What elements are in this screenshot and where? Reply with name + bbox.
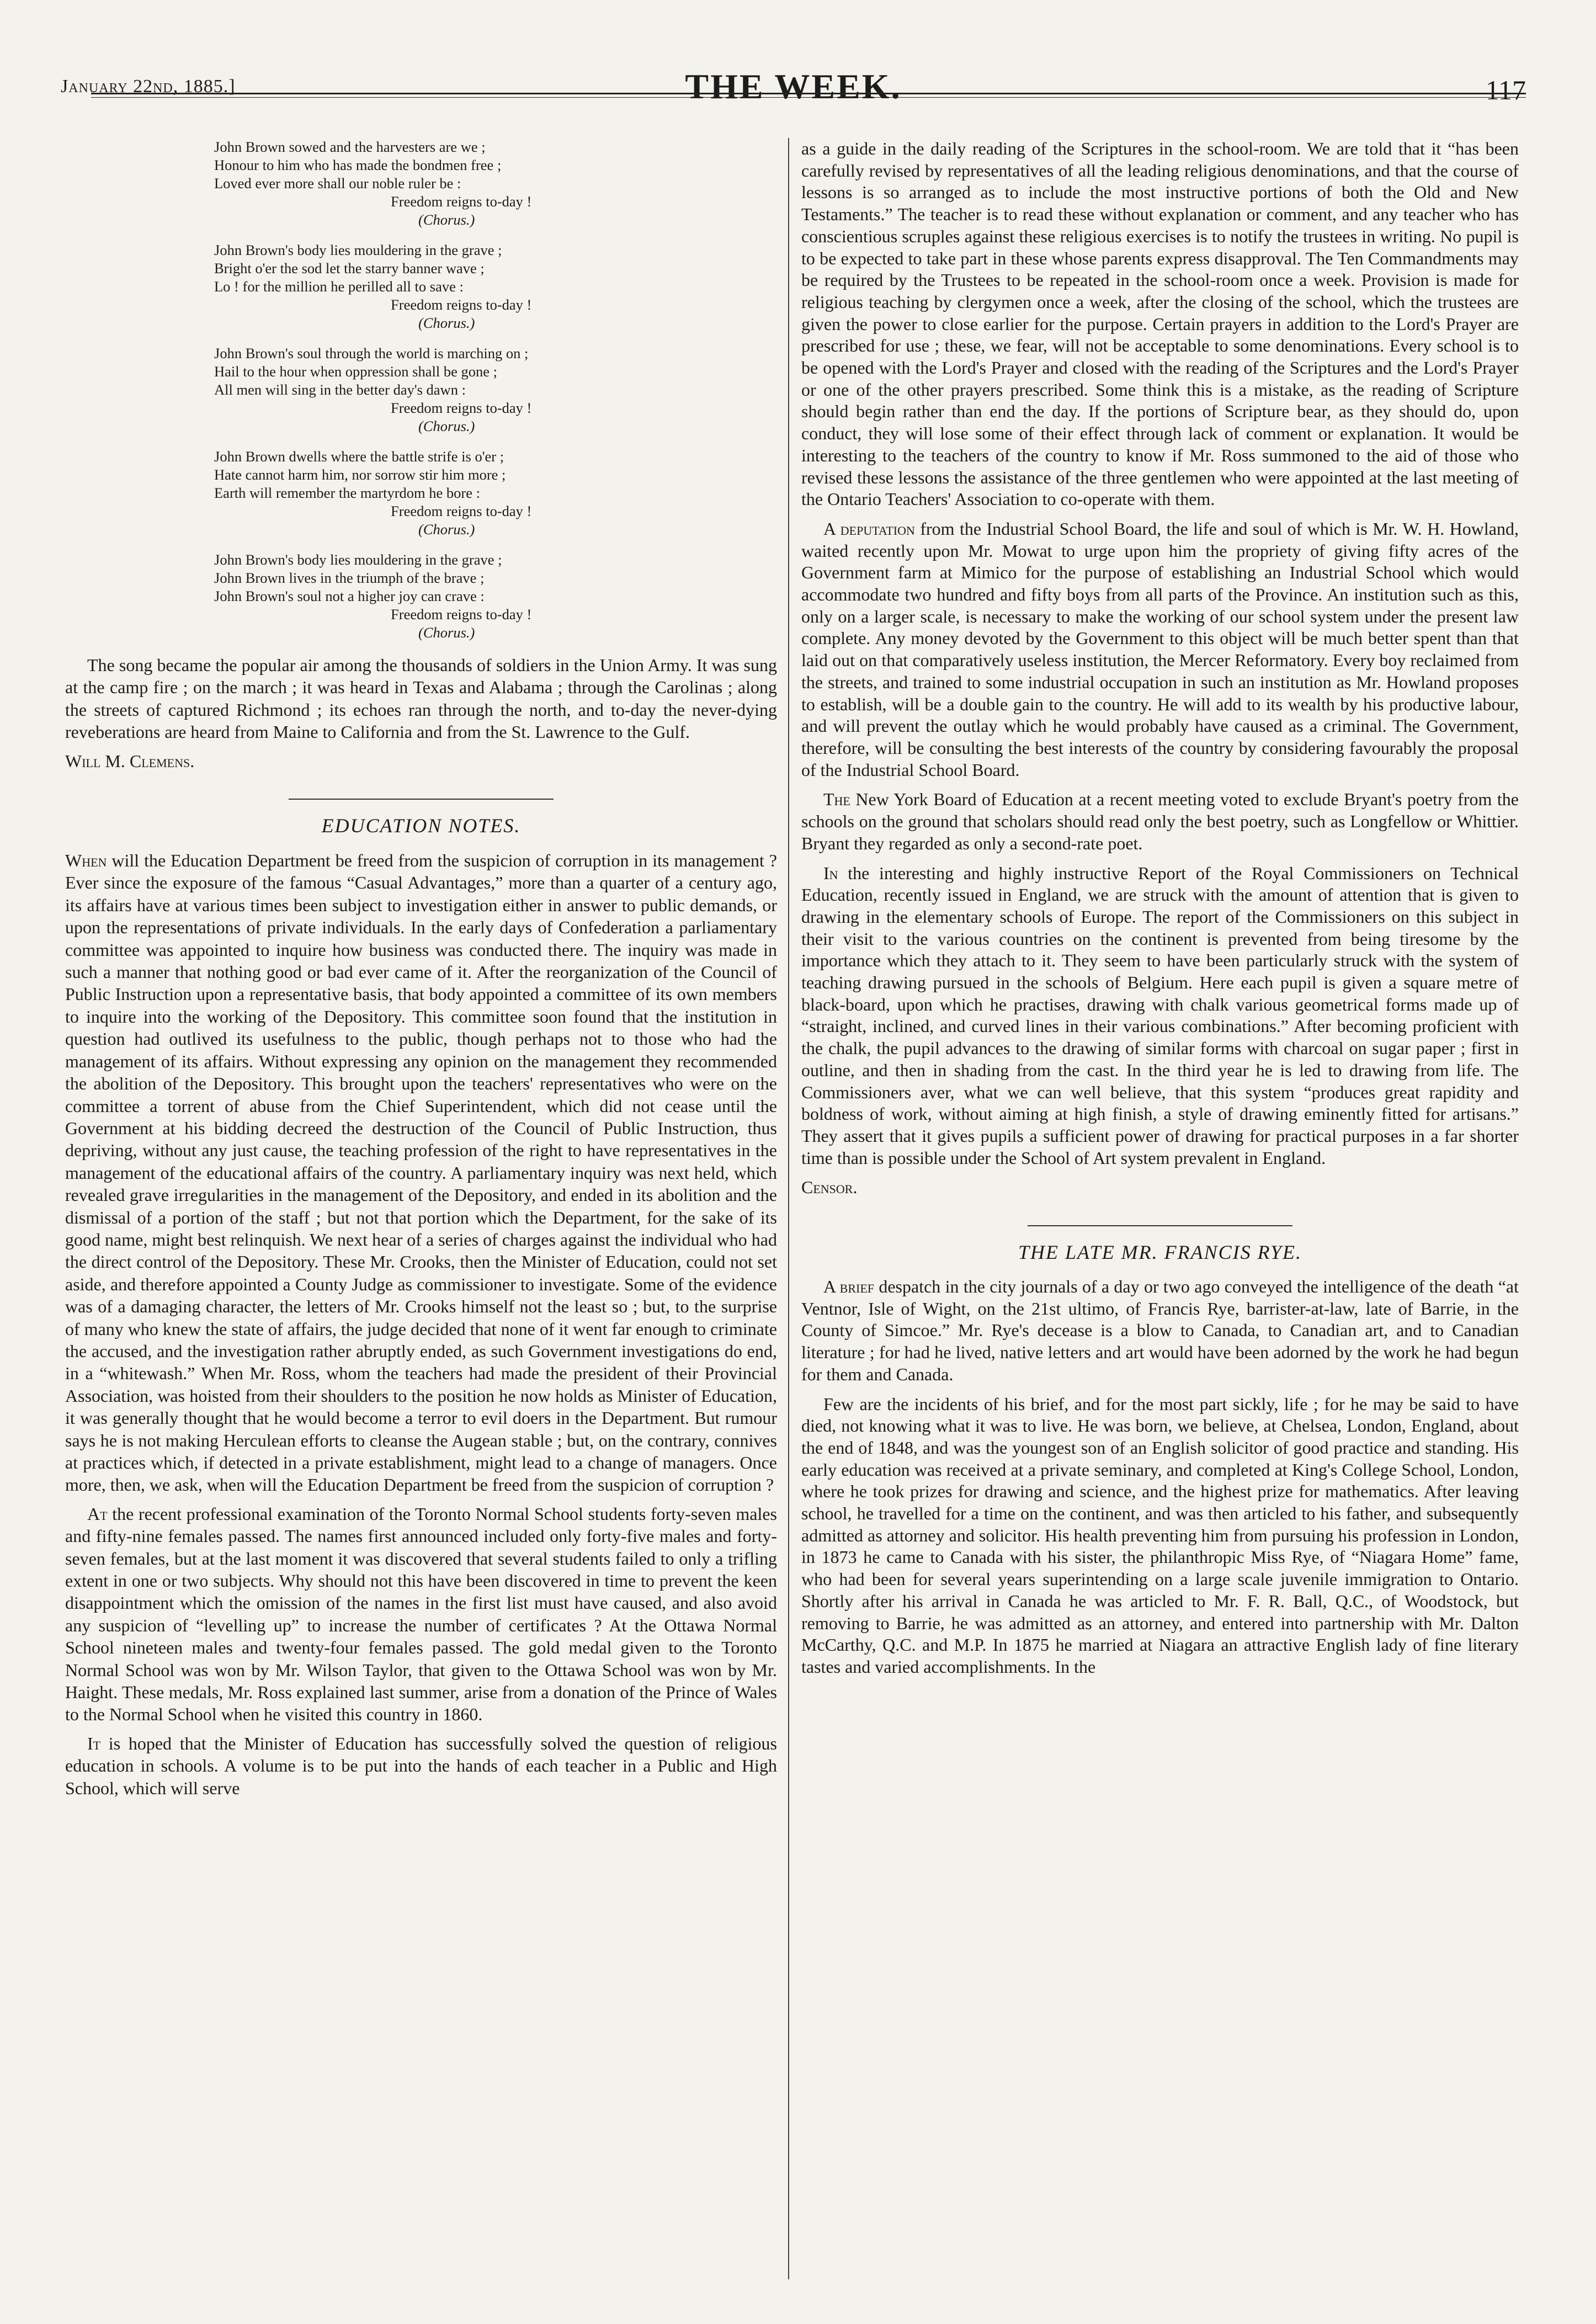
education-paragraph: [801, 789, 1519, 854]
song-paragraph: The song became the popular air among the thousands of soldiers in the Union Army. It was sung at the camp fire ; on the march ; it was heard in Texas and Alabama ; through the Carolinas ; along the streets of captured Richmond ; its echoes ran through the north, and to-day the never-dying reveberations are heard from Maine to California and from the St. Lawrence to the Gulf.: [65, 655, 777, 742]
poem-line: John Brown sowed and the harvesters are we ;: [214, 139, 486, 155]
paragraph-text: will the Education Department be freed from the suspicion of corruption in its management ? Ever since the exposure of the famous “Casual Advantages,” more than a quarter of a century ago, its affairs have at various times been subject to investigation either in answer to public demands, or upon the representations of private individuals. In the early days of Confederation a parliamentary committee was appointed to inquire how business was conducted there. The inquiry was made in such a manner that nothing good or bad ever came of it. After the reorganization of the Council of Public Instruction upon a representative basis, that body appointed a committee of its own members to inquire into the working of the Depository. This committee soon found that the institution in question had outlived its usefulness to the public, though perhaps not to those who had the management of its affairs. Without expressing any opinion on the management they recommended the abolition of the Depository. This brought upon the teachers' representatives who were on the committee a torrent of abuse from the Chief Superintendent, which did not cease until the Government at his bidding decreed the destruction of the Council of Public Instruction, thus depriving, without any just cause, the teaching profession of the right to have representatives in the management of the educational affairs of the country. A parliamentary inquiry was next held, which revealed grave irregularities in the management of the Depository, and ended in its abolition and the dismissal of a portion of the staff ; but not that portion which the Department, for the sake of its good name, might best relinquish. We next hear of a series of charges against the individual who had the direct control of the Depository. These Mr. Crooks, then the Minister of Education, could not set aside, and therefore appointed a County Judge as commissioner to investigate. Some of the evidence was of a damaging character, the letters of Mr. Crooks himself not the least so ; but, to the surprise of many who knew the state of affairs, the judge decided that none of it went far enough to criminate the accused, and the investigation rather abruptly ended, as such Government investigations do end, in a “whitewash.” When Mr. Ross, whom the teachers had made the president of their Provincial Association, was hoisted from their shoulders to the position he now holds as Minister of Education, it was generally thought that he would become a terror to evil doers in the Department. But rumour says he is not making Herculean efforts to cleanse the Augean stable ; but, on the contrary, connives at practices which, if detected in a private establishment, might lead to a change of managers. Once more, then, we ask, when will the Education Department be freed from the suspicion of corruption ?: [65, 850, 777, 1495]
education-paragraph: [801, 518, 1519, 781]
page-header: [61, 66, 1526, 110]
poem-stanza: [214, 344, 777, 435]
lead-word: When: [65, 850, 107, 871]
section-divider: [1028, 1225, 1292, 1226]
poem-line: All men will sing in the better day's dawn :: [214, 381, 466, 398]
poem-refrain: Freedom reigns to-day !: [391, 606, 532, 623]
right-column: [801, 138, 1519, 1686]
lead-word: A deputation: [823, 518, 915, 539]
education-paragraph: [65, 1732, 777, 1799]
education-signature: Censor.: [801, 1177, 858, 1198]
lead-word: In: [823, 863, 838, 883]
education-notes-title: EDUCATION NOTES.: [321, 815, 521, 837]
poem-stanza: [214, 138, 777, 229]
poem-line: John Brown lives in the triumph of the brave ;: [214, 570, 485, 586]
poem-chorus: (Chorus.): [418, 418, 475, 434]
education-paragraph: [65, 1503, 777, 1726]
section-divider: [289, 799, 554, 800]
lead-word: At: [87, 1503, 108, 1524]
header-rule-thin: [91, 97, 1526, 98]
poem-line: John Brown's soul through the world is marching on ;: [214, 345, 529, 361]
poem-refrain: Freedom reigns to-day !: [391, 503, 532, 519]
paragraph-text: despatch in the city journals of a day or two ago conveyed the intelligence of the death “at Ventnor, Isle of Wight, on the 21st ultimo, of Francis Rye, barrister-at-law, late of Barrie, in the County of Simcoe.” Mr. Rye's decease is a blow to Canada, to Canadian art, and to Canadian literature ; for had he lived, native letters and art would have been adorned by the work he had begun for them and Canada.: [801, 1277, 1519, 1384]
poem-line: Honour to him who has made the bondmen free ;: [214, 157, 502, 173]
poem-refrain: Freedom reigns to-day !: [391, 400, 532, 416]
rye-paragraph: Few are the incidents of his brief, and for the most part sickly, life ; for he may be said to have died, not knowing what it was to live. He was born, we believe, at Chelsea, London, England, about the end of 1848, and was the youngest son of an English solicitor of good practice and standing. His early education was received at a private seminary, and completed at King's College School, London, where he took prizes for drawing and science, and the highest prize for mathematics. After leaving school, he travelled for a time on the continent, and was then articled to his father, and subsequently admitted as attorney and solicitor. His health preventing him from pursuing his profession in London, in 1873 he came to Canada with his sister, the philanthropic Miss Rye, of “Niagara Home” fame, who had been for several years superintending on a large scale juvenile immigration to Ontario. Shortly after his arrival in Canada he was articled to Mr. F. R. Ball, Q.C., of Woodstock, but removing to Barrie, he was admitted as an attorney, and entered into partnership with Mr. Dalton McCarthy, Q.C. and M.P. In 1875 he married at Niagara an attractive English lady of fine literary tastes and varied accomplishments. In the: [801, 1394, 1519, 1677]
column-separator: [788, 138, 789, 2279]
poem-line: John Brown's soul not a higher joy can crave :: [214, 588, 485, 604]
paragraph-text: New York Board of Education at a recent meeting voted to exclude Bryant's poetry from the schools on the ground that scholars should read only the best poetry, such as Longfellow or Whittier. Bryant they regarded as only a second-rate poet.: [801, 789, 1519, 853]
song-signature: Will M. Clemens.: [65, 751, 195, 771]
poem-line: Loved ever more shall our noble ruler be :: [214, 175, 461, 192]
poem-stanza: [214, 551, 777, 642]
lead-word: It: [87, 1733, 101, 1753]
poem-line: Bright o'er the sod let the starry banner wave ;: [214, 260, 485, 276]
paragraph-text: is hoped that the Minister of Education has successfully solved the question of religious education in schools. A volume is to be put into the hands of each teacher in a Public and High School, which will serve: [65, 1733, 777, 1798]
rye-paragraph: [801, 1276, 1519, 1386]
education-paragraph: [65, 849, 777, 1496]
francis-rye-title: THE LATE MR. FRANCIS RYE.: [1018, 1241, 1302, 1264]
poem-line: Earth will remember the martyrdom he bore :: [214, 485, 480, 501]
poem-stanza: [214, 241, 777, 332]
lead-word: A brief: [823, 1277, 875, 1297]
poem-refrain: Freedom reigns to-day !: [391, 296, 532, 313]
poem: [65, 138, 777, 642]
paragraph-text: from the Industrial School Board, the life and soul of which is Mr. W. H. Howland, waited recently upon Mr. Mowat to urge upon him the propriety of giving fifty acres of the Government farm at Mimico for the purpose of establishing an Industrial School which would accommodate two hundred and fifty boys from all parts of the Province. An institution such as this, only on a larger scale, is necessary to make the working of our school system under the present law complete. Any money devoted by the Government to this object will be much better spent than that laid out on that comparatively useless institution, the Mercer Reformatory. Every boy reclaimed from the streets, and trained to some industrial occupation in such an institution as Mr. Howland proposes to establish, will be a double gain to the country. He will add to its wealth by his productive labour, and will prevent the outlay which he would probably have caused as a criminal. The Government, therefore, will be consulting the best interests of the country by considering favourably the proposal of the Industrial School Board.: [801, 518, 1519, 780]
poem-line: John Brown dwells where the battle strife is o'er ;: [214, 448, 504, 465]
paragraph-text: the recent professional examination of the Toronto Normal School students forty-seven males and fifty-nine females passed. The names first announced included only forty-five males and forty-seven females, but at the last moment it was discovered that several students failed to only a trifling extent in one or two subjects. Why should not this have been discovered in time to prevent the keen disappointment which the omission of the names in the first list must have caused, and also avoid any suspicion of “levelling up” to increase the number of certificates ? At the Ottawa Normal School nineteen males and twenty-four females passed. The gold medal given to the Toronto Normal School was won by Mr. Wilson Taylor, that given to the Ottawa School was won by Mr. Haight. These medals, Mr. Ross explained last summer, arise from a donation of the Prince of Wales to the Normal School when he visited this country in 1860.: [65, 1503, 777, 1725]
poem-chorus: (Chorus.): [418, 315, 475, 331]
education-paragraph: [801, 863, 1519, 1169]
poem-line: Hail to the hour when oppression shall be gone ;: [214, 363, 497, 380]
left-column: [65, 138, 777, 1806]
poem-refrain: Freedom reigns to-day !: [391, 193, 532, 210]
paragraph-text: the interesting and highly instructive Report of the Royal Commissioners on Technical Education, recently issued in England, we are struck with the amount of attention that is given to drawing in the elementary schools of Europe. The report of the Commissioners on this subject in their visit to the various countries on the continent is prevented from being tiresome by the importance which they attach to it. They seem to have been particularly struck with the system of teaching drawing pursued in the schools of Belgium. Here each pupil is given a square metre of black-board, upon which he practises, drawing with chalk various geometrical forms made up of “straight, inclined, and curved lines in their various combinations.” After becoming proficient with the chalk, the pupil advances to the drawing of similar forms with charcoal on sugar paper ; first in outline, and then in shading from the cast. In the third year he is led to drawing from life. The Commissioners aver, what we can well believe, that this system “produces great rapidity and boldness of work, without aiming at high finish, a style of drawing eminently fitted for artisans.” They assert that it gives pupils a sufficient power of drawing for practical purposes in a far shorter time than is possible under the School of Art system prevalent in England.: [801, 863, 1519, 1168]
poem-stanza: [214, 448, 777, 539]
poem-chorus: (Chorus.): [418, 521, 475, 538]
poem-line: Lo ! for the million he perilled all to save :: [214, 278, 464, 295]
poem-chorus: (Chorus.): [418, 624, 475, 641]
page-number: 117: [1485, 75, 1526, 105]
issue-date: January 22nd, 1885.]: [61, 76, 236, 97]
lead-word: The: [823, 789, 850, 810]
poem-line: John Brown's body lies mouldering in the grave ;: [214, 242, 502, 258]
poem-line: Hate cannot harm him, nor sorrow stir him more ;: [214, 466, 506, 483]
poem-chorus: (Chorus.): [418, 211, 475, 228]
header-rule: [91, 93, 1526, 94]
poem-line: John Brown's body lies mouldering in the grave ;: [214, 551, 502, 568]
education-paragraph-continued: as a guide in the daily reading of the Scriptures in the school-room. We are told that it “has been carefully revised by representatives of all the leading religious denominations, and that the course of lessons is so arranged as to include the most instructive portions of both the Old and New Testaments.” The teacher is to read these without explanation or comment, and any teacher who has conscientious scruples against these religious exercises is to notify the trustees in writing. No pupil is to be expected to take part in these whose parents express disapproval. The Ten Commandments may be required by the Trustees to be repeated in the school-room once a week. Provision is made for religious teaching by clergymen once a week, after the closing of the school, which the trustees are given the power to close earlier for the purpose. Certain prayers in addition to the Lord's Prayer are prescribed for use ; these, we fear, will not be acceptable to some denominations. Every school is to be opened with the Lord's Prayer and closed with the reading of the Scriptures and the Lord's Prayer or one of the other prayers prescribed. Some think this is a mistake, as the reading of Scripture should begin rather than end the day. If the portions of Scripture bear, as they should do, upon conduct, they will lose some of their effect through lack of comment or explanation. It would be interesting to the teachers of the country to know if Mr. Ross summoned to the aid of those who revised these lessons the assistance of the three gentlemen who were appointed at the last meeting of the Ontario Teachers' Association to co-operate with them.: [801, 139, 1519, 509]
journal-title: THE WEEK.: [685, 67, 902, 106]
